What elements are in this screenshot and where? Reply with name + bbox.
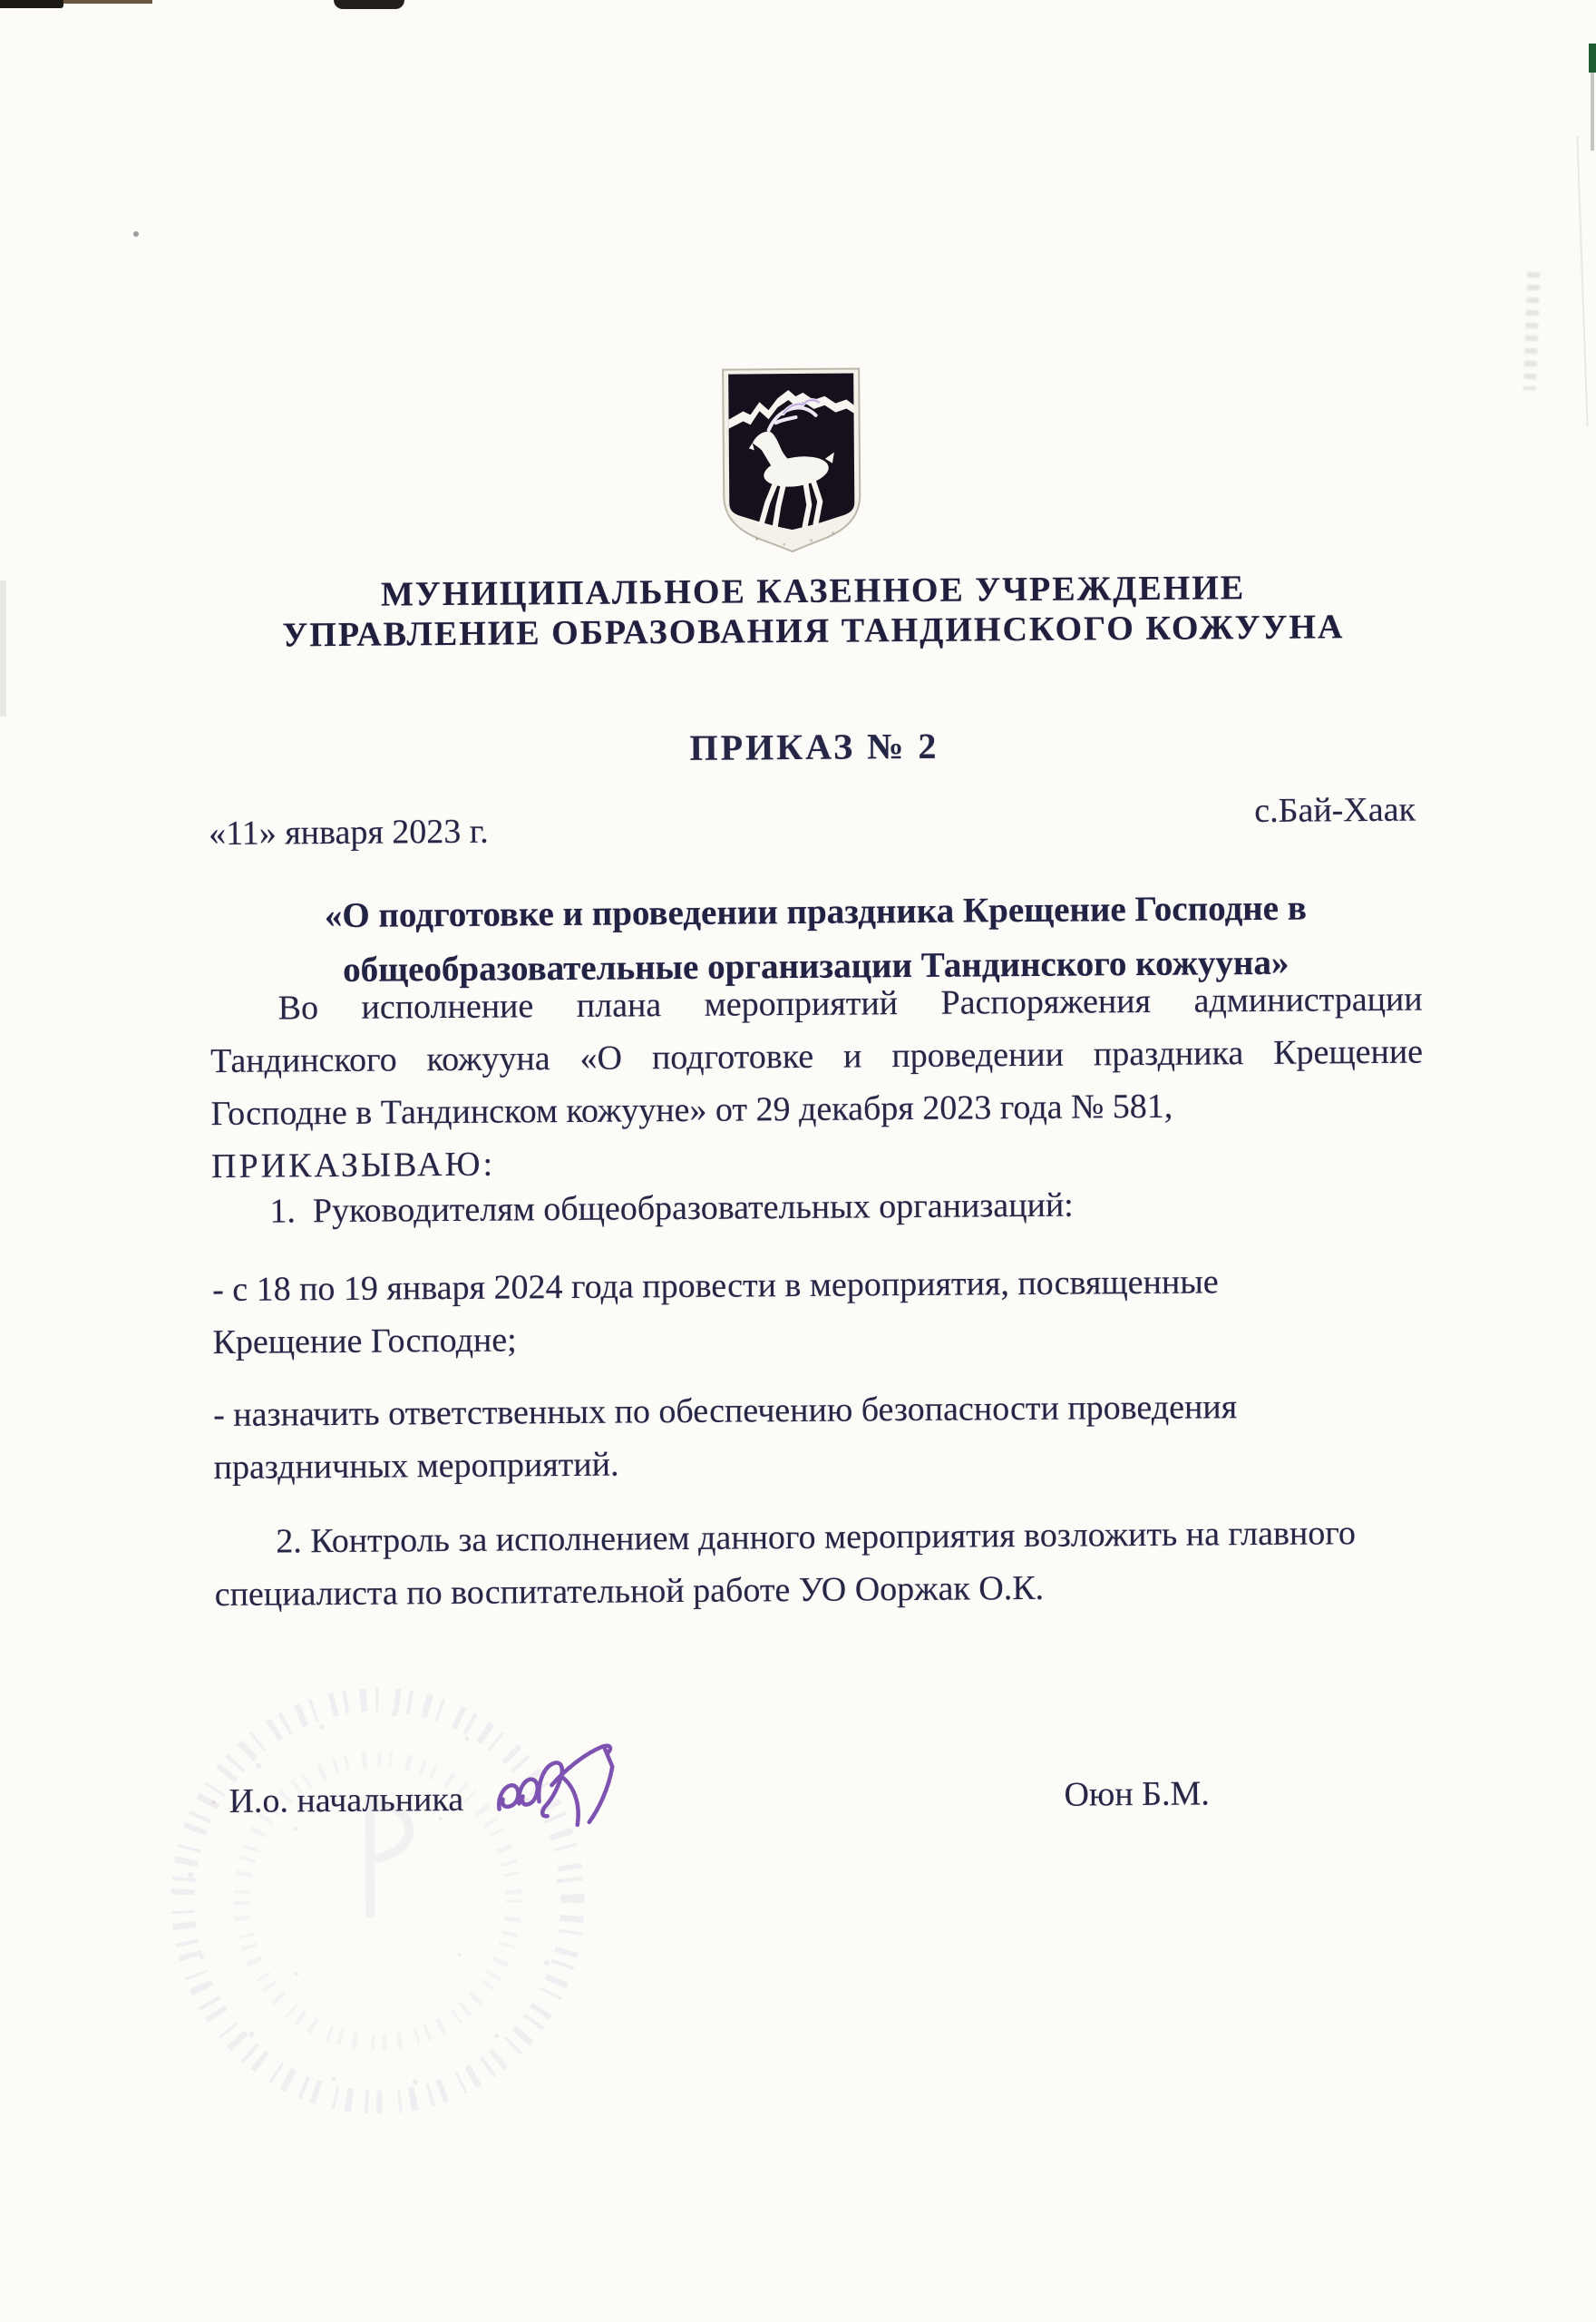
order-date: «11» января 2023 г. bbox=[208, 812, 489, 854]
organization-name-line-2: УПРАВЛЕНИЕ ОБРАЗОВАНИЯ ТАНДИНСКОГО КОЖУУНА bbox=[282, 608, 1345, 655]
handwritten-signature bbox=[488, 1729, 625, 1849]
subject-line-2: общеобразовательные организации Тандинского кожууна» bbox=[343, 942, 1289, 990]
preamble-line-3: Господне в Тандинском кожууне» от 29 декабря 2023 года № 581, bbox=[210, 1087, 1173, 1134]
order-item-2 bbox=[214, 1507, 1427, 1621]
order-place: с.Бай-Хаак bbox=[1254, 790, 1416, 831]
preamble-line-2: Тандинского кожууна «О подготовке и проведении праздника Крещение bbox=[209, 1032, 1424, 1081]
signature-name: Оюн Б.М. bbox=[1064, 1774, 1210, 1814]
item-1-sub-2-line-1: - назначить ответственных по обеспечению безопасности проведения bbox=[213, 1388, 1238, 1435]
preamble-paragraph bbox=[209, 973, 1424, 1193]
order-item-1-sub-1 bbox=[212, 1254, 1426, 1369]
signature-role: И.о. начальника bbox=[229, 1780, 464, 1820]
date-place-row bbox=[208, 790, 1421, 854]
signature-row bbox=[216, 1766, 1428, 1828]
emblem-svg bbox=[719, 366, 864, 553]
prikazyvayu-word: ПРИКАЗЫВАЮ: bbox=[210, 1145, 496, 1186]
order-title: ПРИКАЗ № 2 bbox=[689, 725, 939, 768]
order-item-1: 1. Руководителям общеобразовательных организаций: bbox=[269, 1185, 1074, 1231]
item-1-sub-1-line-1: - с 18 по 19 января 2024 года провести в мероприятия, посвященные bbox=[211, 1263, 1219, 1310]
organization-header bbox=[207, 567, 1420, 656]
scan-artifact-green-mark bbox=[1589, 44, 1596, 73]
scan-artifact-gray-streak bbox=[1591, 73, 1594, 151]
item-2-line-1: 2. Контроль за исполнением данного мероприятия возложить на главного bbox=[276, 1514, 1357, 1561]
order-item-1-sub-2 bbox=[213, 1380, 1426, 1494]
item-1-sub-2-line-2: праздничных мероприятий. bbox=[213, 1445, 619, 1488]
subject-line-1: «О подготовке и проведении праздника Крещение Господне в bbox=[324, 888, 1307, 936]
item-1-sub-1-line-2: Крещение Господне; bbox=[212, 1321, 517, 1362]
item-2-line-2: специалиста по воспитательной работе УО Ооржак О.К. bbox=[214, 1568, 1045, 1615]
preamble-line-1: Во исполнение плана мероприятий Распоряжения администрации bbox=[277, 980, 1423, 1028]
organization-name-line-1: МУНИЦИПАЛЬНОЕ КАЗЕННОЕ УЧРЕЖДЕНИЕ bbox=[380, 569, 1246, 614]
deer-mountains-coat-of-arms-icon bbox=[719, 366, 864, 553]
